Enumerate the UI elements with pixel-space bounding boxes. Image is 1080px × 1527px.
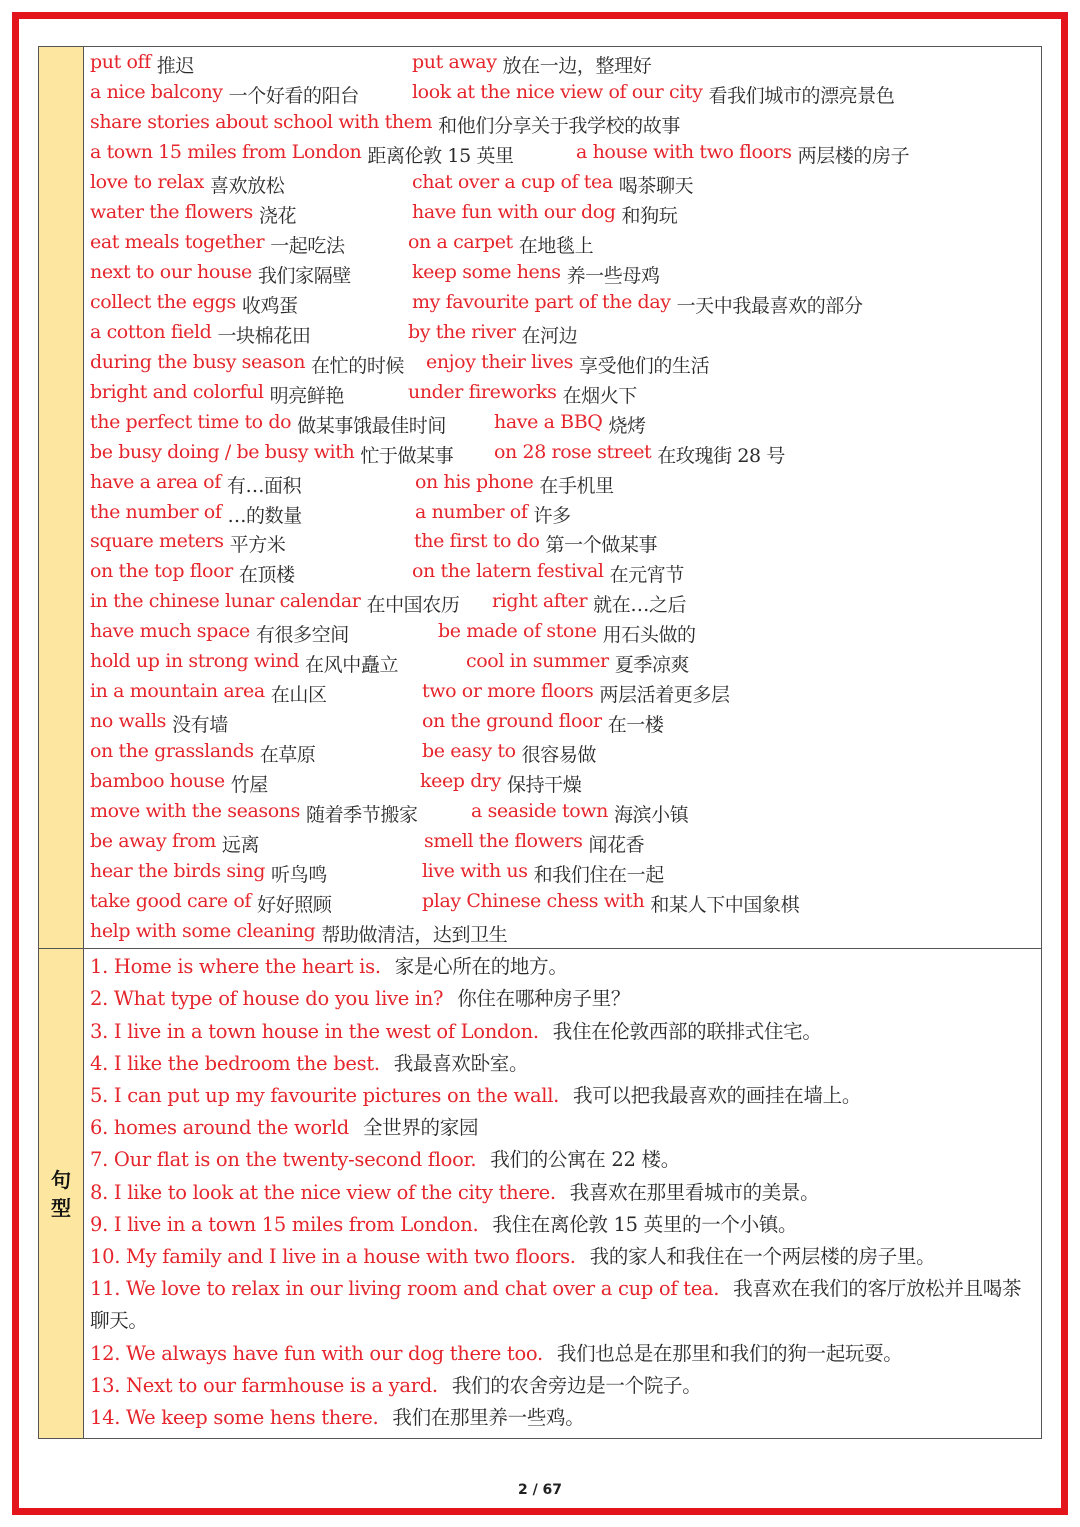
phrase-english: my favourite part of the day <box>412 290 671 313</box>
phrases-row <box>39 47 1042 949</box>
phrase-chinese: 在草原 <box>259 744 316 767</box>
phrase-row <box>90 679 1037 709</box>
phrase-row <box>90 649 1037 679</box>
phrase-row <box>90 50 1037 80</box>
phrase-chinese: 在地毯上 <box>518 235 594 258</box>
phrase-chinese: 就在…之后 <box>593 594 687 617</box>
phrase-item <box>408 321 577 348</box>
sentence-english: 9. I live in a town 15 miles from London. <box>90 1212 479 1236</box>
phrase-chinese: 享受他们的生活 <box>578 354 710 377</box>
phrase-chinese: 我们家隔壁 <box>257 265 351 288</box>
phrase-english: no walls <box>90 710 167 733</box>
phrase-english: collect the eggs <box>90 290 236 313</box>
sentence-english: 11. We love to relax in our living room and chat over a cup of tea. <box>90 1277 720 1301</box>
phrase-english: look at the nice view of our city <box>412 81 703 104</box>
phrase-english: during the busy season <box>90 350 306 373</box>
phrase-row <box>90 918 1037 948</box>
phrase-english: under fireworks <box>408 380 557 403</box>
phrase-chinese: 两层活着更多层 <box>599 684 730 707</box>
phrase-english: on 28 rose street <box>494 440 652 463</box>
sentence-item <box>90 1370 1037 1402</box>
phrase-chinese: 放在一边，整理好 <box>502 55 652 78</box>
phrase-row <box>90 170 1037 200</box>
phrase-chinese: 一天中我最喜欢的部分 <box>676 294 863 317</box>
phrase-chinese: 喝茶聊天 <box>618 175 694 198</box>
phrase-item <box>576 141 909 168</box>
sentence-chinese: 我喜欢在那里看城市的美景。 <box>569 1180 820 1204</box>
phrase-english: put away <box>412 51 497 74</box>
phrase-item <box>414 530 657 557</box>
phrase-item <box>90 441 494 468</box>
phrase-item <box>90 501 415 528</box>
phrase-chinese: 有很多空间 <box>255 624 349 647</box>
phrase-item <box>422 890 799 917</box>
phrase-item <box>90 471 415 498</box>
phrase-item <box>471 800 688 827</box>
phrase-item <box>90 560 412 587</box>
sentence-english: 14. We keep some hens there. <box>90 1405 379 1429</box>
sentence-english: 3. I live in a town house in the west of London. <box>90 1019 539 1043</box>
phrase-english: be busy doing / be busy with <box>90 440 355 463</box>
phrase-chinese: 推迟 <box>156 55 194 78</box>
phrase-item <box>426 351 709 378</box>
phrase-row <box>90 140 1037 170</box>
phrase-english: square meters <box>90 530 224 553</box>
phrase-chinese: 在一楼 <box>607 714 664 737</box>
phrase-row <box>90 798 1037 828</box>
phrase-english: a nice balcony <box>90 81 223 104</box>
phrase-chinese: 听鸟鸣 <box>271 863 327 886</box>
phrase-item <box>90 111 680 138</box>
phrase-row <box>90 409 1037 439</box>
phrase-english: on the latern festival <box>412 560 604 583</box>
sentence-item <box>90 1080 1037 1112</box>
phrase-item <box>420 770 581 797</box>
phrase-english: bamboo house <box>90 769 225 792</box>
sentence-english: 12. We always have fun with our dog there too. <box>90 1341 543 1365</box>
phrase-chinese: 在中国农历 <box>366 594 460 617</box>
phrase-row <box>90 888 1037 918</box>
phrase-english: smell the flowers <box>424 829 583 852</box>
phrase-item <box>90 291 412 318</box>
phrase-item <box>415 501 571 528</box>
sentence-item <box>90 983 1037 1015</box>
phrase-chinese: 烧烤 <box>608 414 646 437</box>
sentence-chinese: 我们的公寓在 22 楼。 <box>490 1148 680 1172</box>
phrase-chinese: 喜欢放松 <box>209 175 285 198</box>
phrase-chinese: 第一个做某事 <box>545 534 658 557</box>
phrase-chinese: 闻花香 <box>588 833 645 856</box>
phrase-chinese: 一个好看的阳台 <box>228 85 359 108</box>
phrase-english: hold up in strong wind <box>90 650 300 673</box>
phrase-item <box>90 321 408 348</box>
phrase-row <box>90 529 1037 559</box>
phrase-item <box>412 51 651 78</box>
phrase-english: have much space <box>90 620 250 643</box>
phrase-chinese: …的数量 <box>227 504 302 527</box>
phrase-english: have a area of <box>90 470 221 493</box>
phrase-chinese: 做某事饿最佳时间 <box>297 414 446 437</box>
phrase-chinese: 一起吃法 <box>270 235 345 258</box>
sentences-cell <box>84 949 1042 1439</box>
phrase-row <box>90 230 1037 260</box>
phrase-english: the perfect time to do <box>90 410 292 433</box>
phrase-english: keep dry <box>420 769 501 792</box>
phrase-english: a seaside town <box>471 799 608 822</box>
phrase-item <box>90 261 412 288</box>
phrase-chinese: 两层楼的房子 <box>797 145 910 168</box>
phrase-english: share stories about school with them <box>90 111 433 134</box>
phrase-chinese: 许多 <box>533 504 571 527</box>
phrase-english: on his phone <box>415 470 534 493</box>
sentence-chinese: 我住在伦敦西部的联排式住宅。 <box>552 1019 822 1043</box>
phrase-row <box>90 319 1037 349</box>
phrase-english: enjoy their lives <box>426 350 573 373</box>
phrase-item <box>90 411 494 438</box>
phrase-chinese: 海滨小镇 <box>613 803 689 826</box>
phrase-item <box>90 201 412 228</box>
phrase-english: a house with two floors <box>576 141 792 164</box>
sentences-label-cell <box>39 949 84 1439</box>
phrase-english: water the flowers <box>90 201 253 224</box>
phrase-item <box>412 171 693 198</box>
phrase-chinese: 没有墙 <box>172 714 228 737</box>
phrase-chinese: 很容易做 <box>521 744 597 767</box>
phrase-item <box>90 650 466 677</box>
phrase-item <box>90 81 412 108</box>
phrase-english: by the river <box>408 320 516 343</box>
phrase-item <box>422 860 664 887</box>
phrase-list <box>84 47 1041 948</box>
sentence-chinese: 你住在哪种房子里？ <box>457 987 631 1011</box>
phrase-row <box>90 769 1037 799</box>
sentence-chinese: 全世界的家园 <box>362 1116 479 1140</box>
phrase-chinese: 夏季凉爽 <box>614 654 690 677</box>
phrase-item <box>422 740 596 767</box>
sentence-chinese: 我的家人和我住在一个两层楼的房子里。 <box>589 1244 936 1268</box>
phrase-item <box>494 441 785 468</box>
phrase-row <box>90 499 1037 529</box>
sentence-english: 4. I like the bedroom the best. <box>90 1051 380 1075</box>
phrase-item <box>90 890 422 917</box>
phrase-chinese: 在玫瑰街 28 号 <box>657 444 785 467</box>
phrase-chinese: 收鸡蛋 <box>241 294 298 317</box>
phrase-row <box>90 709 1037 739</box>
phrase-item <box>90 830 424 857</box>
phrase-english: play Chinese chess with <box>422 889 645 912</box>
sentence-item <box>90 1209 1037 1241</box>
phrase-row <box>90 589 1037 619</box>
phrase-english: a number of <box>415 500 528 523</box>
phrase-item <box>90 171 412 198</box>
phrase-item <box>492 590 686 617</box>
phrase-english: in the chinese lunar calendar <box>90 590 361 613</box>
phrase-english: eat meals together <box>90 231 265 254</box>
phrase-row <box>90 469 1037 499</box>
phrase-chinese: 忙于做某事 <box>360 444 454 467</box>
phrase-english: on the ground floor <box>422 710 602 733</box>
phrase-english: right after <box>492 590 588 613</box>
phrase-item <box>90 381 408 408</box>
sentence-english: 13. Next to our farmhouse is a yard. <box>90 1373 438 1397</box>
phrase-chinese: 在风中矗立 <box>305 654 399 677</box>
phrase-english: two or more floors <box>422 680 594 703</box>
phrase-english: be easy to <box>422 740 516 763</box>
phrase-item <box>412 201 677 228</box>
phrase-chinese: 在顶楼 <box>238 564 295 587</box>
phrase-english: cool in summer <box>466 650 609 673</box>
phrase-row <box>90 110 1037 140</box>
phrase-item <box>422 710 664 737</box>
phrase-item <box>438 620 696 647</box>
phrase-item <box>422 680 730 707</box>
section-label: 句型 <box>51 1167 71 1220</box>
phrase-english: on the grasslands <box>90 740 254 763</box>
sentences-row <box>39 949 1042 1439</box>
sentence-chinese: 家是心所在的地方。 <box>394 955 568 979</box>
sentence-english: 2. What type of house do you live in? <box>90 987 444 1011</box>
phrase-row <box>90 439 1037 469</box>
sentence-english: 10. My family and I live in a house with two floors. <box>90 1244 576 1268</box>
sentence-list <box>84 949 1041 1438</box>
sentence-english: 5. I can put up my favourite pictures on the wall. <box>90 1083 560 1107</box>
sentence-item <box>90 1177 1037 1209</box>
phrase-item <box>90 231 408 258</box>
sentence-item <box>90 1273 1037 1337</box>
phrase-item <box>90 680 422 707</box>
phrase-chinese: 远离 <box>221 833 260 856</box>
sentence-english: 8. I like to look at the nice view of the city there. <box>90 1180 556 1204</box>
sentence-chinese: 我住在离伦敦 15 英里的一个小镇。 <box>492 1212 798 1236</box>
phrase-english: bright and colorful <box>90 380 264 403</box>
phrase-chinese: 浇花 <box>258 205 297 228</box>
sentence-chinese: 我们的农舍旁边是一个院子。 <box>451 1373 702 1397</box>
sentence-chinese: 我可以把我最喜欢的画挂在墙上。 <box>573 1083 862 1107</box>
phrase-english: on the top floor <box>90 560 233 583</box>
phrase-chinese: 随着季节搬家 <box>305 803 418 826</box>
phrases-label-cell <box>39 47 84 949</box>
phrase-item <box>415 471 614 498</box>
phrase-chinese: 帮助做清洁，达到卫生 <box>321 923 508 946</box>
phrase-item <box>408 381 637 408</box>
phrase-chinese: 明亮鲜艳 <box>269 384 344 407</box>
phrase-chinese: 在烟火下 <box>562 384 637 407</box>
phrase-english: hear the birds sing <box>90 859 265 882</box>
phrase-chinese: 在山区 <box>270 684 327 707</box>
phrase-english: help with some cleaning <box>90 919 316 942</box>
phrase-item <box>90 351 426 378</box>
phrase-row <box>90 260 1037 290</box>
phrase-row <box>90 379 1037 409</box>
phrase-chinese: 用石头做的 <box>602 624 696 647</box>
phrase-english: a town 15 miles from London <box>90 141 362 164</box>
phrase-item <box>412 291 863 318</box>
page-number: 2 / 67 <box>517 1482 563 1498</box>
phrase-english: on a carpet <box>408 231 513 254</box>
sentence-item <box>90 1144 1037 1176</box>
phrase-item <box>90 620 438 647</box>
phrase-english: take good care of <box>90 889 252 912</box>
phrase-english: in a mountain area <box>90 680 265 703</box>
sentence-item <box>90 1402 1037 1434</box>
phrase-row <box>90 349 1037 379</box>
phrase-item <box>90 860 422 887</box>
phrase-item <box>90 141 576 168</box>
phrase-english: move with the seasons <box>90 799 300 822</box>
sentence-item <box>90 1112 1037 1144</box>
phrase-english: put off <box>90 51 151 74</box>
phrase-item <box>412 261 660 288</box>
phrase-english: be away from <box>90 829 216 852</box>
phrase-chinese: 平方米 <box>229 534 286 557</box>
phrase-english: keep some hens <box>412 261 561 284</box>
sentence-chinese: 我们也总是在那里和我们的狗一起玩耍。 <box>556 1341 903 1365</box>
sentence-english: 7. Our flat is on the twenty-second floor. <box>90 1148 477 1172</box>
phrase-english: the first to do <box>414 530 540 553</box>
sentence-english: 6. homes around the world <box>90 1116 349 1140</box>
phrase-item <box>90 740 422 767</box>
phrase-chinese: 在河边 <box>521 324 578 347</box>
phrase-item <box>424 830 644 857</box>
phrase-english: love to relax <box>90 171 204 194</box>
sentence-item <box>90 951 1037 983</box>
phrase-chinese: 好好照顾 <box>257 893 332 916</box>
sentence-chinese: 我喜欢在我们的客厅放松并且喝茶聊天。 <box>90 1277 1022 1333</box>
phrase-chinese: 竹屋 <box>230 773 268 796</box>
sentence-item <box>90 1241 1037 1273</box>
phrase-item <box>90 530 414 557</box>
phrase-chinese: 在手机里 <box>539 474 614 497</box>
phrase-chinese: 和狗玩 <box>621 205 678 228</box>
phrase-chinese: 和我们住在一起 <box>533 863 664 886</box>
phrase-english: next to our house <box>90 261 252 284</box>
phrase-english: chat over a cup of tea <box>412 171 613 194</box>
phrase-item <box>412 81 894 108</box>
phrase-item <box>466 650 689 677</box>
phrase-chinese: 在元宵节 <box>609 564 684 587</box>
phrases-cell <box>84 47 1042 949</box>
phrase-english: be made of stone <box>438 620 597 643</box>
vocabulary-sheet <box>38 46 1042 1439</box>
sentence-chinese: 我们在那里养一些鸡。 <box>392 1405 585 1429</box>
phrase-item <box>90 710 422 737</box>
phrase-item <box>408 231 593 258</box>
phrase-chinese: 一块棉花田 <box>217 324 311 347</box>
phrase-english: a cotton field <box>90 320 212 343</box>
phrase-item <box>90 800 471 827</box>
sentence-item <box>90 1048 1037 1080</box>
phrase-row <box>90 200 1037 230</box>
phrase-english: live with us <box>422 859 528 882</box>
phrase-item <box>90 770 420 797</box>
phrase-english: have fun with our dog <box>412 201 616 224</box>
phrase-row <box>90 828 1037 858</box>
phrase-row <box>90 559 1037 589</box>
phrase-english: the number of <box>90 500 222 523</box>
phrase-chinese: 距离伦敦 15 英里 <box>367 145 514 168</box>
phrase-chinese: 和某人下中国象棋 <box>650 893 800 916</box>
phrase-chinese: 养一些母鸡 <box>566 265 660 288</box>
phrase-row <box>90 739 1037 769</box>
phrase-chinese: 在忙的时候 <box>311 354 405 377</box>
phrase-row <box>90 80 1037 110</box>
phrase-chinese: 看我们城市的漂亮景色 <box>708 85 895 108</box>
sentence-item <box>90 1016 1037 1048</box>
phrase-item <box>90 590 492 617</box>
sentence-item <box>90 1338 1037 1370</box>
phrase-item <box>494 411 646 438</box>
phrase-row <box>90 619 1037 649</box>
phrase-chinese: 有…面积 <box>226 474 302 497</box>
phrase-item <box>90 920 507 947</box>
phrase-english: have a BBQ <box>494 410 603 433</box>
phrase-chinese: 和他们分享关于我学校的故事 <box>438 115 680 138</box>
phrase-chinese: 保持干燥 <box>506 773 582 796</box>
phrase-row <box>90 290 1037 320</box>
sentence-chinese: 我最喜欢卧室。 <box>393 1051 529 1075</box>
phrase-item <box>412 560 684 587</box>
sentence-english: 1. Home is where the heart is. <box>90 955 381 979</box>
phrase-item <box>90 51 412 78</box>
vocabulary-table <box>38 46 1042 1439</box>
phrase-row <box>90 858 1037 888</box>
